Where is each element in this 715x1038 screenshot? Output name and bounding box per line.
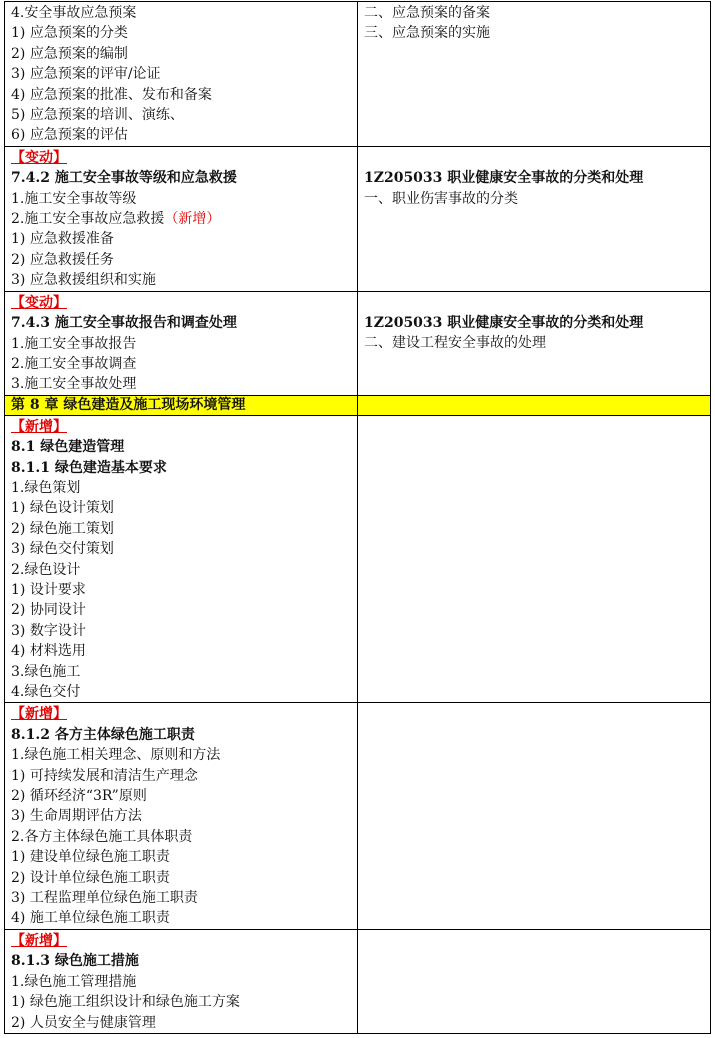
spacer: [364, 293, 706, 313]
table-row: [5, 929, 711, 1033]
list-item: 4) 施工单位绿色施工职责: [11, 910, 170, 927]
list-item: 1.绿色施工管理措施: [11, 973, 137, 990]
list-item: 3) 绿色交付策划: [11, 541, 114, 558]
list-item: 1.绿色施工相关理念、原则和方法: [11, 747, 221, 764]
chapter-title: 第 8 章 绿色建造及施工现场环境管理: [11, 396, 246, 413]
table-row: [5, 2, 711, 147]
list-item: 1.绿色策划: [11, 479, 81, 496]
list-item: 2) 协同设计: [11, 602, 86, 619]
list-item: 1) 设计要求: [11, 581, 86, 598]
section-heading: 8.1 绿色建造管理: [11, 439, 125, 456]
list-item: 1.施工安全事故报告: [11, 335, 137, 352]
list-item: 5) 应急预案的培训、演练、: [11, 107, 184, 124]
section-heading: 8.1.3 绿色施工措施: [11, 953, 139, 970]
list-item: 三、应急预案的实施: [364, 25, 490, 42]
section-heading: 7.4.3 施工安全事故报告和调查处理: [11, 315, 237, 332]
list-item: 3.施工安全事故处理: [11, 376, 137, 393]
chapter-row: [5, 395, 711, 415]
left-cell: [5, 415, 358, 703]
table-row: [5, 146, 711, 291]
list-item: 3) 生命周期评估方法: [11, 808, 142, 825]
list-item: 4) 应急预案的批准、发布和备案: [11, 86, 212, 103]
list-item: 2) 循环经济“3R”原则: [11, 788, 147, 805]
new-tag: 【新增】: [11, 706, 67, 723]
right-cell: [358, 415, 711, 703]
list-item: [11, 209, 353, 229]
right-cell: [358, 703, 711, 929]
section-heading: 7.4.2 施工安全事故等级和应急救援: [11, 170, 237, 187]
list-item: 一、职业伤害事故的分类: [364, 190, 518, 207]
chapter-cell: [5, 395, 358, 415]
left-cell: [5, 929, 358, 1033]
list-item: 2.绿色设计: [11, 561, 81, 578]
list-item: 二、建设工程安全事故的处理: [364, 335, 546, 352]
section-heading: 8.1.2 各方主体绿色施工职责: [11, 726, 195, 743]
change-tag: 【变动】: [11, 294, 67, 311]
list-item: 4) 材料选用: [11, 643, 86, 660]
comparison-table: [4, 1, 711, 1034]
new-tag: 【新增】: [11, 418, 67, 435]
list-item: 2) 设计单位绿色施工职责: [11, 869, 170, 886]
left-cell: [5, 703, 358, 929]
list-item: 2) 应急救援任务: [11, 251, 114, 268]
right-cell: [358, 2, 711, 147]
section-heading: 1Z205033 职业健康安全事故的分类和处理: [364, 170, 644, 187]
table-row: [5, 291, 711, 395]
list-item: 1.施工安全事故等级: [11, 190, 137, 207]
list-item: 6) 应急预案的评估: [11, 127, 128, 144]
list-item: 3.绿色施工: [11, 663, 81, 680]
list-item: 1) 应急预案的分类: [11, 25, 128, 42]
list-item: 3) 应急预案的评审/论证: [11, 66, 161, 83]
right-cell: [358, 146, 711, 291]
list-item: 二、应急预案的备案: [364, 5, 490, 21]
section-heading: 1Z205033 职业健康安全事故的分类和处理: [364, 315, 644, 332]
spacer: [364, 148, 706, 168]
left-cell: [5, 291, 358, 395]
list-item: 1) 绿色施工组织设计和绿色施工方案: [11, 994, 240, 1011]
change-tag: 【变动】: [11, 149, 67, 166]
chapter-cell-empty: [358, 395, 711, 415]
list-item: 3) 应急救援组织和实施: [11, 272, 156, 289]
list-item: 2.各方主体绿色施工具体职责: [11, 828, 193, 845]
list-item: 3) 工程监理单位绿色施工职责: [11, 890, 198, 907]
right-cell: [358, 929, 711, 1033]
list-item: 4.绿色交付: [11, 684, 81, 700]
list-item: 1) 建设单位绿色施工职责: [11, 849, 170, 866]
list-item: 2) 绿色施工策划: [11, 520, 114, 537]
left-cell: [5, 2, 358, 147]
section-heading: 8.1.1 绿色建造基本要求: [11, 459, 167, 476]
list-item: 2) 应急预案的编制: [11, 45, 128, 62]
list-item: 1) 可持续发展和清洁生产理念: [11, 767, 198, 784]
new-tag: 【新增】: [11, 932, 67, 949]
left-cell: [5, 146, 358, 291]
list-item: 3) 数字设计: [11, 622, 86, 639]
section-title: 4.安全事故应急预案: [11, 5, 137, 21]
right-cell: [358, 291, 711, 395]
list-item-text: 2.施工安全事故应急救援: [11, 211, 165, 228]
list-item: 1) 应急救援准备: [11, 231, 114, 248]
table-row: [5, 703, 711, 929]
list-item: 2.施工安全事故调查: [11, 355, 137, 372]
table-row: [5, 415, 711, 703]
list-item: 1) 绿色设计策划: [11, 500, 114, 517]
list-item: 2) 人员安全与健康管理: [11, 1014, 156, 1031]
new-badge: （新增）: [164, 211, 221, 228]
